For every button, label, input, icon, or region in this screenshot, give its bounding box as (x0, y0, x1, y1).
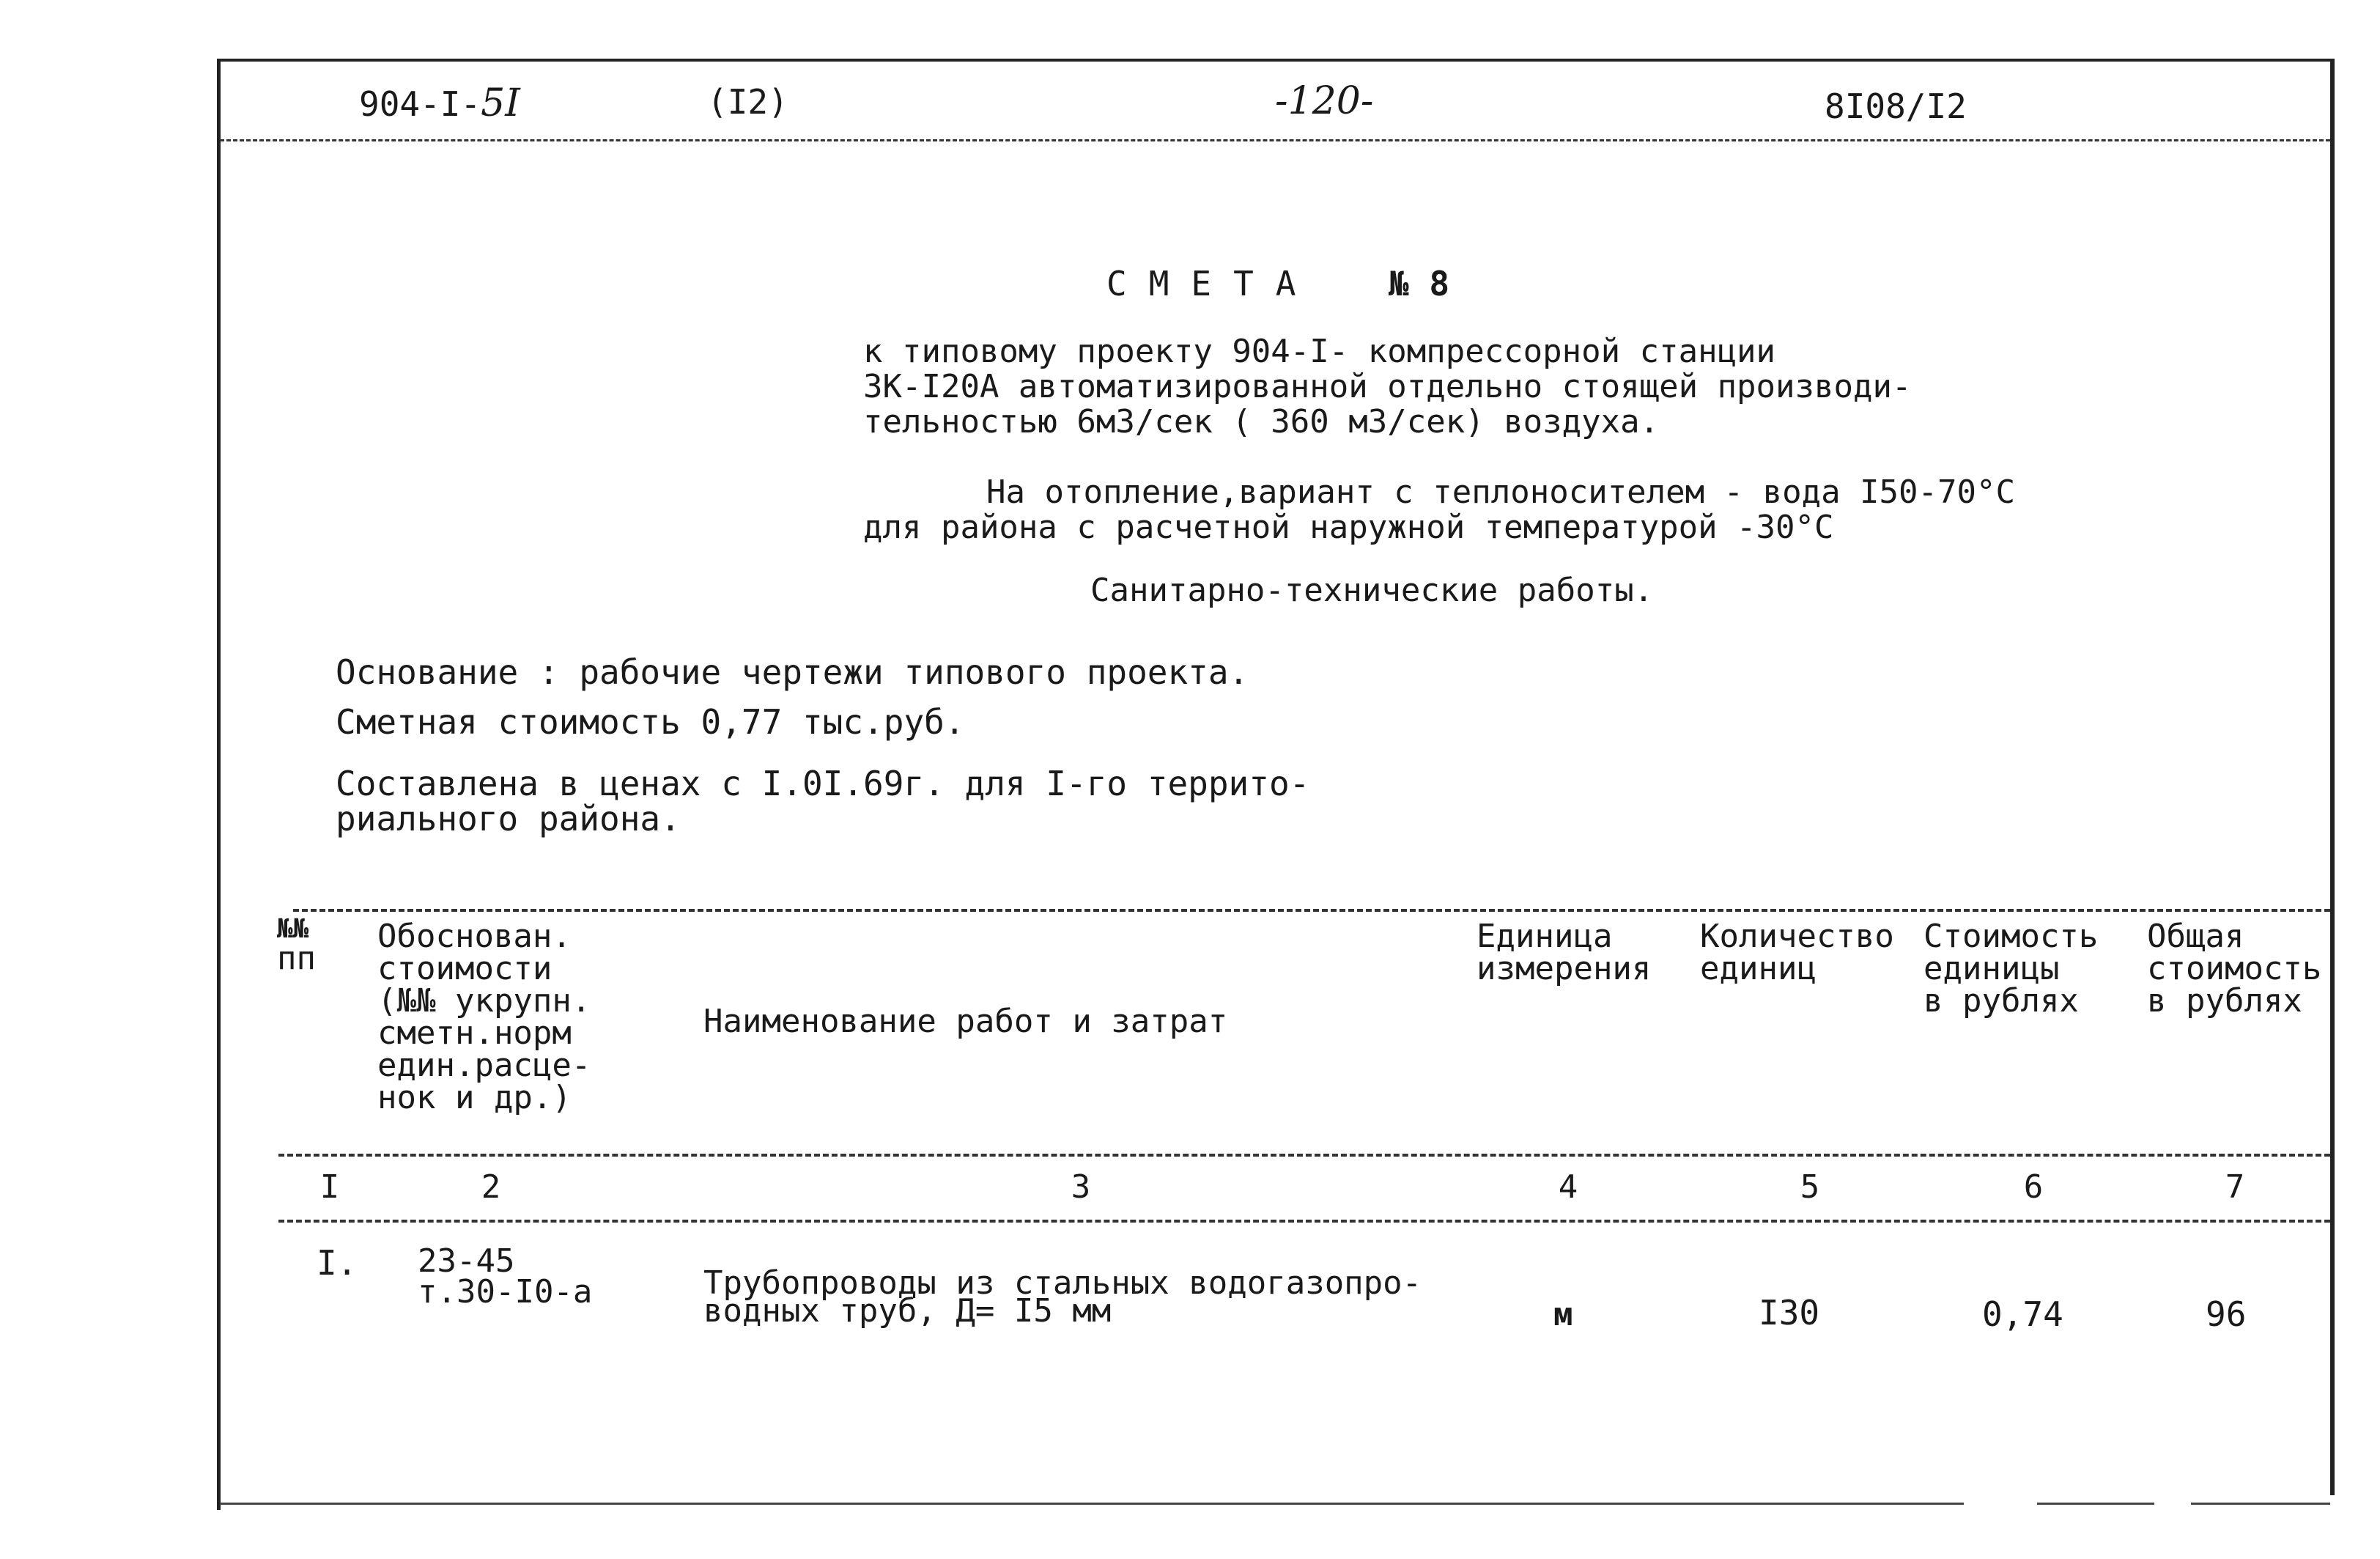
basis-text: Основание : рабочие чертежи типового проекта. (336, 652, 1249, 692)
row-unit: м (1553, 1296, 1573, 1333)
row-num: I. (317, 1243, 358, 1283)
row-qty: I30 (1759, 1293, 1820, 1333)
row-total: 96 (2206, 1294, 2247, 1334)
header-unit-cost: Стоимость единицы в рублях (1923, 918, 2099, 1020)
album-number: 8I08/I2 (1825, 86, 1967, 126)
column-number: 6 (2023, 1168, 2044, 1206)
bottom-rule-segment (2037, 1503, 2154, 1505)
header-name: Наименование работ и затрат (703, 1003, 1228, 1040)
bottom-rule-segment (2191, 1503, 2330, 1505)
header-num: №№ пп (277, 914, 316, 977)
column-number: 7 (2225, 1168, 2245, 1206)
prices-line-1: Составлена в ценах с I.0I.69г. для I-го террито- (336, 764, 1310, 803)
column-number: 3 (1071, 1168, 1091, 1206)
prices-line-2: риального района. (336, 799, 681, 839)
subtitle-line-2: 3К-I20А автоматизированной отдельно стоящей производи- (863, 368, 1912, 405)
project-code (359, 81, 520, 125)
estimate-number: № 8 (1389, 264, 1450, 303)
header-divider (220, 139, 2330, 141)
column-number: I (319, 1168, 340, 1206)
column-number: 5 (1800, 1168, 1820, 1206)
bottom-rule (220, 1503, 1964, 1505)
column-number: 2 (481, 1168, 501, 1206)
document-heading: СМЕТА (1106, 264, 1318, 303)
header-unit: Единица измерения (1477, 918, 1652, 987)
volume-number: (I2) (707, 82, 788, 122)
project-code-suffix: 5I (481, 81, 520, 125)
header-total: Общая стоимость в рублях (2147, 918, 2322, 1020)
table-top-rule (293, 909, 2330, 912)
frame-top-line (217, 59, 2335, 62)
header-basis: Обоснован. стоимости (№№ укрупн. сметн.норм един.расце- нок и др.) (377, 918, 591, 1116)
frame-left-border (217, 59, 221, 1510)
header-bottom-rule (278, 1154, 2330, 1157)
project-code-prefix: 904-I- (359, 84, 481, 124)
column-number: 4 (1558, 1168, 1578, 1206)
subtitle-line-3: тельностью 6м3/сек ( 360 м3/сек) воздуха. (863, 403, 1660, 441)
page-number: -120- (1275, 79, 1374, 123)
header-qty: Количество единиц (1700, 918, 1894, 987)
heating-line-2: для района с расчетной наружной температурой -30°С (863, 509, 1834, 546)
row-unit-cost: 0,74 (1982, 1294, 2063, 1334)
frame-right-border (2330, 59, 2335, 1495)
cost-text: Сметная стоимость 0,77 тыс.руб. (336, 702, 965, 742)
section-title: Санитарно-технические работы. (1090, 572, 1654, 609)
row-name: Трубопроводы из стальных водогазопро- водных труб, Д= I5 мм (703, 1264, 1422, 1330)
column-numbers-rule (278, 1220, 2330, 1223)
heating-line-1: На отопление,вариант с теплоносителем - вода I50-70°С (986, 473, 2015, 511)
row-basis: 23-45 т.30-I0-а (418, 1242, 593, 1311)
subtitle-line-1: к типовому проекту 904-I- компрессорной станции (863, 333, 1776, 370)
